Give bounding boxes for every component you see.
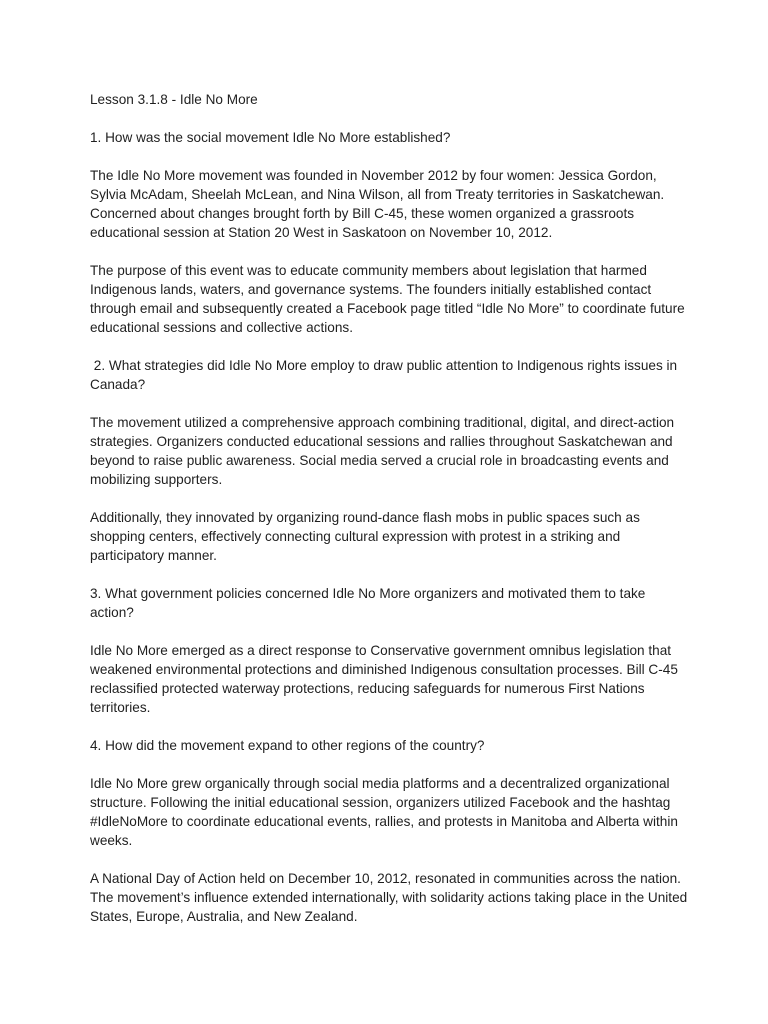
answer-1-paragraph-2: The purpose of this event was to educate community members about legislation that harmed Indigenous lands, waters, and governance systems. The founders initially established contact through email and subsequently created a Facebook page titled “Idle No More” to coordinate future educational sessions and collective actions.	[90, 263, 685, 335]
question-2: 2. What strategies did Idle No More employ to draw public attention to Indigenous rights issues in Canada?	[90, 358, 681, 392]
question-1: 1. How was the social movement Idle No More established?	[90, 130, 451, 145]
answer-2-paragraph-2: Additionally, they innovated by organizing round-dance flash mobs in public spaces such as shopping centers, effectively connecting cultural expression with protest in a striking and participatory manner.	[90, 510, 640, 563]
question-4: 4. How did the movement expand to other regions of the country?	[90, 738, 485, 753]
answer-4-paragraph-2: A National Day of Action held on December 10, 2012, resonated in communities across the nation. The movement’s influence extended internationally, with solidarity actions taking place in the United States, Europe, Australia, and New Zealand.	[90, 871, 688, 924]
answer-2-paragraph-1: The movement utilized a comprehensive approach combining traditional, digital, and direct-action strategies. Organizers conducted educational sessions and rallies throughout Saskatchewan and beyond to raise public awareness. Social media served a crucial role in broadcasting events and mobilizing supporters.	[90, 415, 675, 487]
document-body	[90, 90, 690, 945]
answer-3-paragraph-1: Idle No More emerged as a direct response to Conservative government omnibus legislation that weakened environmental protections and diminished Indigenous consultation processes. Bill C-45 reclassified protected waterway protections, reducing safeguards for numerous First Nations territories.	[90, 643, 678, 715]
answer-1-paragraph-1: The Idle No More movement was founded in November 2012 by four women: Jessica Gordon, Sylvia McAdam, Sheelah McLean, and Nina Wilson, all from Treaty territories in Saskatchewan. Concerned about changes brought forth by Bill C-45, these women organized a grassroots educational session at Station 20 West in Saskatoon on November 10, 2012.	[90, 168, 665, 240]
question-3: 3. What government policies concerned Idle No More organizers and motivated them to take action?	[90, 586, 646, 620]
answer-4-paragraph-1: Idle No More grew organically through social media platforms and a decentralized organizational structure. Following the initial educational session, organizers utilized Facebook and the hashtag #IdleNoMore to coordinate educational events, rallies, and protests in Manitoba and Alberta within weeks.	[90, 776, 678, 848]
lesson-title: Lesson 3.1.8 - Idle No More	[90, 92, 258, 107]
